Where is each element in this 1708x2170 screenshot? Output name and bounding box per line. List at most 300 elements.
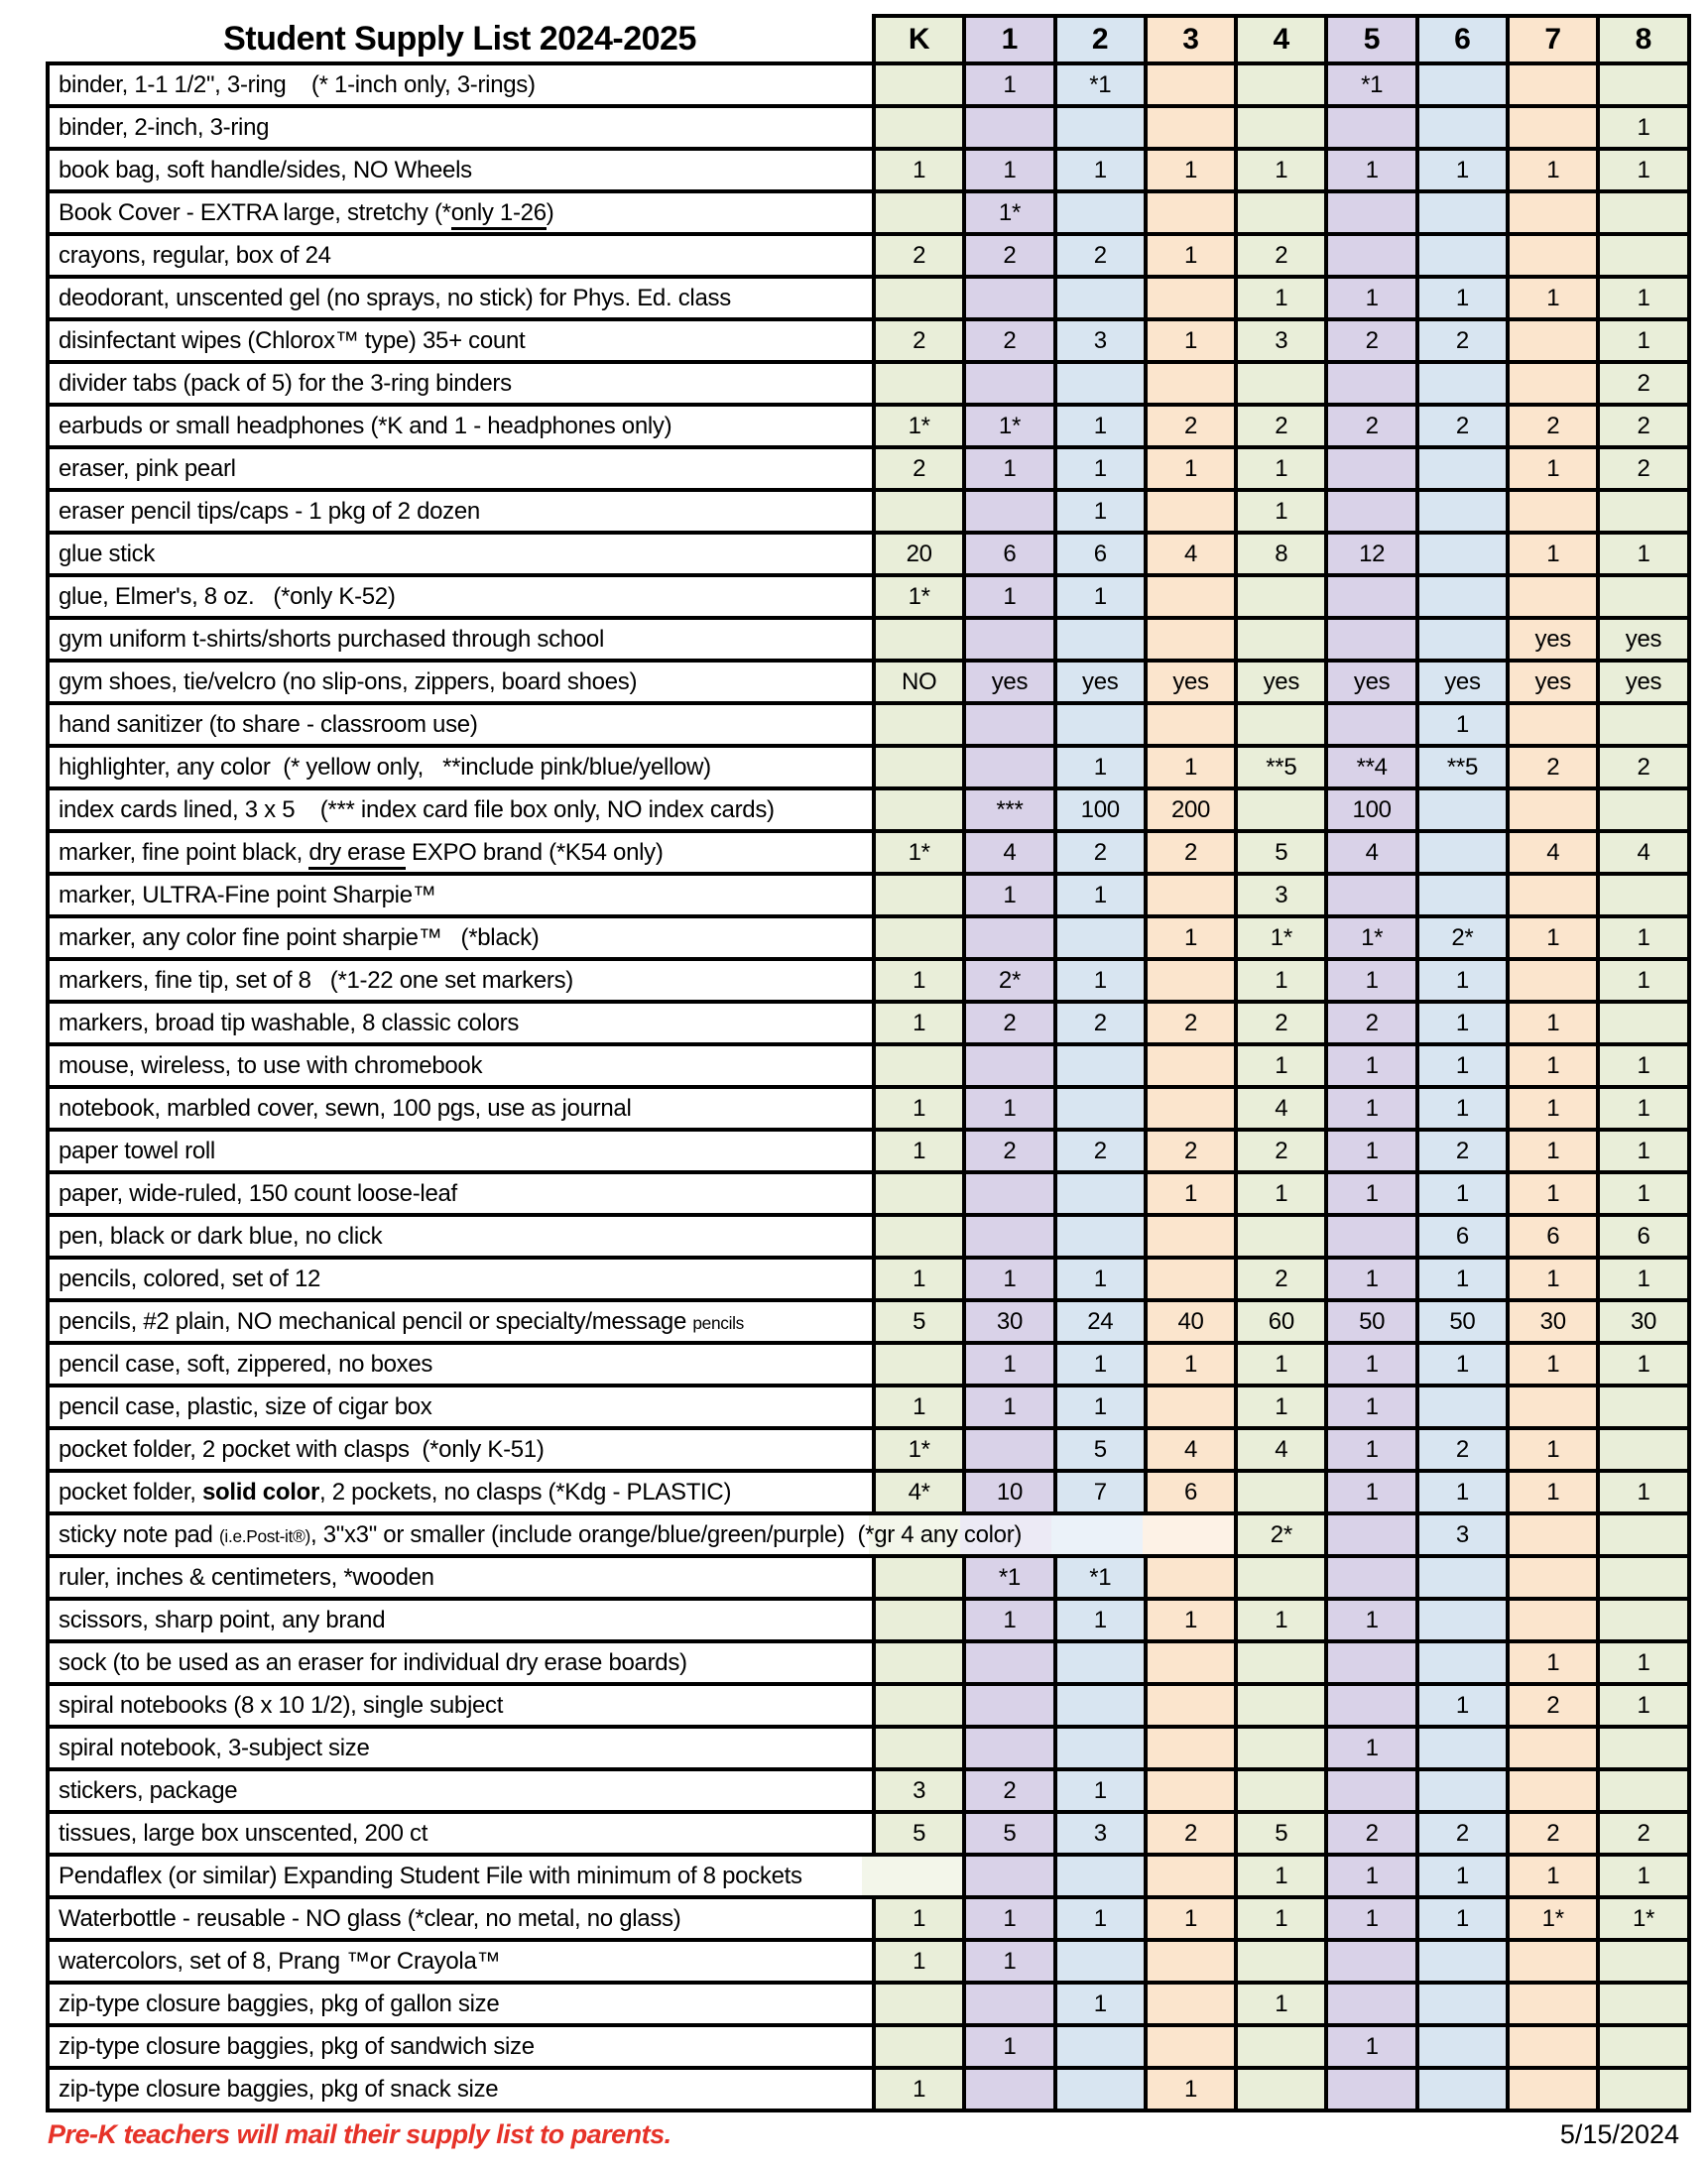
qty-grade-6: [1417, 788, 1508, 831]
qty-grade-1: 1: [964, 1599, 1054, 1641]
qty-grade-7: 1: [1508, 1087, 1598, 1130]
qty-grade-1: [964, 1044, 1054, 1087]
qty-grade-2: [1055, 2068, 1146, 2110]
qty-grade-8: [1598, 1556, 1688, 1599]
qty-grade-7: 1: [1508, 447, 1598, 490]
qty-grade-4: 3: [1236, 319, 1326, 362]
qty-grade-K: [874, 2025, 964, 2068]
item-label: deodorant, unscented gel (no sprays, no stick) for Phys. Ed. class: [48, 277, 874, 319]
qty-grade-7: [1508, 959, 1598, 1002]
qty-grade-5: [1326, 618, 1416, 661]
qty-grade-2: 3: [1055, 1812, 1146, 1855]
qty-grade-1: 1*: [964, 191, 1054, 234]
qty-grade-5: 1: [1326, 1897, 1416, 1940]
table-row: [48, 1983, 1689, 2025]
qty-grade-K: 1: [874, 1940, 964, 1983]
qty-grade-K: 1*: [874, 831, 964, 874]
qty-grade-2: *1: [1055, 63, 1146, 106]
qty-grade-2: 2: [1055, 234, 1146, 277]
qty-grade-5: 2: [1326, 319, 1416, 362]
qty-grade-6: [1417, 874, 1508, 916]
qty-grade-7: 6: [1508, 1215, 1598, 1258]
qty-grade-7: [1508, 575, 1598, 618]
qty-grade-2: [1055, 191, 1146, 234]
qty-grade-5: [1326, 1983, 1416, 2025]
qty-grade-6: 2: [1417, 319, 1508, 362]
qty-grade-K: 1: [874, 1002, 964, 1044]
table-row: [48, 1343, 1689, 1386]
qty-grade-6: 1: [1417, 277, 1508, 319]
qty-grade-4: [1236, 2025, 1326, 2068]
qty-grade-7: [1508, 2068, 1598, 2110]
qty-grade-7: 2: [1508, 405, 1598, 447]
qty-grade-K: [874, 1983, 964, 2025]
qty-grade-6: [1417, 533, 1508, 575]
qty-grade-8: 1: [1598, 277, 1688, 319]
qty-grade-5: *1: [1326, 63, 1416, 106]
qty-grade-2: 1: [1055, 1897, 1146, 1940]
qty-grade-7: [1508, 1940, 1598, 1983]
qty-grade-8: 6: [1598, 1215, 1688, 1258]
qty-grade-8: 2: [1598, 405, 1688, 447]
item-label: tissues, large box unscented, 200 ct: [48, 1812, 874, 1855]
qty-grade-6: [1417, 1769, 1508, 1812]
qty-grade-7: 2: [1508, 1684, 1598, 1727]
qty-grade-5: 1: [1326, 1343, 1416, 1386]
table-row: [48, 1513, 1689, 1556]
qty-grade-8: 1: [1598, 1641, 1688, 1684]
item-label: mouse, wireless, to use with chromebook: [48, 1044, 874, 1087]
qty-grade-8: [1598, 1727, 1688, 1769]
qty-grade-8: [1598, 1599, 1688, 1641]
qty-grade-K: 2: [874, 447, 964, 490]
qty-grade-8: [1598, 490, 1688, 533]
qty-grade-6: [1417, 490, 1508, 533]
qty-grade-4: **5: [1236, 746, 1326, 788]
qty-grade-4: [1236, 1641, 1326, 1684]
qty-grade-1: 30: [964, 1300, 1054, 1343]
qty-grade-4: 1: [1236, 490, 1326, 533]
qty-grade-3: 2: [1146, 831, 1236, 874]
qty-grade-4: [1236, 703, 1326, 746]
qty-grade-8: 30: [1598, 1300, 1688, 1343]
qty-grade-1: 2: [964, 319, 1054, 362]
item-label: spiral notebook, 3-subject size: [48, 1727, 874, 1769]
qty-grade-3: 1: [1146, 2068, 1236, 2110]
qty-grade-1: [964, 1727, 1054, 1769]
qty-grade-5: [1326, 1641, 1416, 1684]
qty-grade-4: [1236, 1940, 1326, 1983]
qty-grade-7: 1: [1508, 1002, 1598, 1044]
qty-grade-1: [964, 490, 1054, 533]
qty-grade-K: [874, 490, 964, 533]
qty-grade-4: 1: [1236, 1044, 1326, 1087]
qty-grade-4: 1: [1236, 277, 1326, 319]
qty-grade-K: [874, 277, 964, 319]
table-row: [48, 2025, 1689, 2068]
qty-grade-5: 1: [1326, 1087, 1416, 1130]
qty-grade-6: 6: [1417, 1215, 1508, 1258]
qty-grade-3: [1146, 1727, 1236, 1769]
qty-grade-8: [1598, 1386, 1688, 1428]
qty-grade-6: 1: [1417, 1087, 1508, 1130]
qty-grade-5: 1: [1326, 1258, 1416, 1300]
table-row: [48, 916, 1689, 959]
qty-grade-5: [1326, 490, 1416, 533]
qty-grade-2: [1055, 1044, 1146, 1087]
qty-grade-8: [1598, 1769, 1688, 1812]
qty-grade-6: yes: [1417, 661, 1508, 703]
qty-grade-2: [1055, 1215, 1146, 1258]
qty-grade-2: [1055, 1684, 1146, 1727]
qty-grade-3: [1146, 1087, 1236, 1130]
qty-grade-2: [1055, 2025, 1146, 2068]
item-label: stickers, package: [48, 1769, 874, 1812]
qty-grade-2: 1: [1055, 1769, 1146, 1812]
item-label: crayons, regular, box of 24: [48, 234, 874, 277]
qty-grade-8: [1598, 1940, 1688, 1983]
qty-grade-8: [1598, 63, 1688, 106]
qty-grade-8: [1598, 874, 1688, 916]
qty-grade-4: 3: [1236, 874, 1326, 916]
qty-grade-4: 5: [1236, 1812, 1326, 1855]
qty-grade-4: 1: [1236, 1386, 1326, 1428]
qty-grade-K: 1: [874, 1087, 964, 1130]
qty-grade-6: 2*: [1417, 916, 1508, 959]
qty-grade-6: [1417, 1940, 1508, 1983]
qty-grade-8: 1: [1598, 106, 1688, 149]
item-label: pencils, #2 plain, NO mechanical pencil or specialty/message pencils: [48, 1300, 874, 1343]
qty-grade-5: [1326, 191, 1416, 234]
qty-grade-7: [1508, 1769, 1598, 1812]
qty-grade-K: 3: [874, 1769, 964, 1812]
qty-grade-6: 50: [1417, 1300, 1508, 1343]
qty-grade-4: [1236, 106, 1326, 149]
qty-grade-8: 1: [1598, 1343, 1688, 1386]
item-label: markers, broad tip washable, 8 classic colors: [48, 1002, 874, 1044]
grade-header-6: 6: [1417, 16, 1508, 63]
qty-grade-1: [964, 1983, 1054, 2025]
qty-grade-3: [1146, 63, 1236, 106]
qty-grade-8: [1598, 2025, 1688, 2068]
qty-grade-2: 1: [1055, 575, 1146, 618]
qty-grade-4: 1: [1236, 1855, 1326, 1897]
qty-grade-7: [1508, 1386, 1598, 1428]
qty-grade-7: [1508, 362, 1598, 405]
item-label: marker, ULTRA-Fine point Sharpie™: [48, 874, 874, 916]
table-row: [48, 618, 1689, 661]
table-row: [48, 788, 1689, 831]
table-row: [48, 2068, 1689, 2110]
qty-grade-2: [1055, 277, 1146, 319]
qty-grade-8: 1: [1598, 1855, 1688, 1897]
qty-grade-8: [1598, 788, 1688, 831]
qty-grade-7: [1508, 106, 1598, 149]
qty-grade-K: [874, 1556, 964, 1599]
table-row: [48, 234, 1689, 277]
item-label: pocket folder, 2 pocket with clasps (*only K-51): [48, 1428, 874, 1471]
qty-grade-K: 2: [874, 234, 964, 277]
qty-grade-6: 1: [1417, 149, 1508, 191]
qty-grade-4: 2: [1236, 1258, 1326, 1300]
qty-grade-1: 1: [964, 149, 1054, 191]
item-label: sticky note pad (i.e.Post-it®), 3"x3" or smaller (include orange/blue/green/purple) (*gr 4 any color): [48, 1513, 1236, 1556]
qty-grade-8: 1: [1598, 1471, 1688, 1513]
qty-grade-2: [1055, 362, 1146, 405]
item-label: ruler, inches & centimeters, *wooden: [48, 1556, 874, 1599]
item-label: spiral notebooks (8 x 10 1/2), single subject: [48, 1684, 874, 1727]
qty-grade-4: 1: [1236, 959, 1326, 1002]
qty-grade-2: 1: [1055, 1258, 1146, 1300]
grade-header-2: 2: [1055, 16, 1146, 63]
qty-grade-6: 1: [1417, 1897, 1508, 1940]
qty-grade-8: [1598, 575, 1688, 618]
item-label: book bag, soft handle/sides, NO Wheels: [48, 149, 874, 191]
qty-grade-3: 1: [1146, 319, 1236, 362]
qty-grade-3: [1146, 1684, 1236, 1727]
qty-grade-5: [1326, 106, 1416, 149]
table-row: [48, 1087, 1689, 1130]
table-row: [48, 405, 1689, 447]
qty-grade-7: 1: [1508, 916, 1598, 959]
qty-grade-1: 1: [964, 1087, 1054, 1130]
qty-grade-5: 1: [1326, 1044, 1416, 1087]
qty-grade-3: 1: [1146, 1897, 1236, 1940]
table-row: [48, 1172, 1689, 1215]
qty-grade-K: [874, 1215, 964, 1258]
qty-grade-K: [874, 1044, 964, 1087]
qty-grade-5: 1: [1326, 1599, 1416, 1641]
qty-grade-8: 1: [1598, 916, 1688, 959]
qty-grade-5: 1: [1326, 959, 1416, 1002]
qty-grade-3: 2: [1146, 1812, 1236, 1855]
qty-grade-K: 1*: [874, 575, 964, 618]
qty-grade-6: 2: [1417, 405, 1508, 447]
header-row: [48, 16, 1689, 63]
qty-grade-6: [1417, 831, 1508, 874]
qty-grade-3: [1146, 1386, 1236, 1428]
qty-grade-8: [1598, 1428, 1688, 1471]
table-row: [48, 149, 1689, 191]
qty-grade-2: [1055, 703, 1146, 746]
qty-grade-2: [1055, 1855, 1146, 1897]
qty-grade-3: 1: [1146, 1343, 1236, 1386]
qty-grade-K: [874, 1599, 964, 1641]
qty-grade-7: [1508, 191, 1598, 234]
qty-grade-3: [1146, 191, 1236, 234]
qty-grade-1: 1: [964, 1940, 1054, 1983]
qty-grade-5: 2: [1326, 1002, 1416, 1044]
qty-grade-K: [874, 1343, 964, 1386]
qty-grade-8: 1: [1598, 1044, 1688, 1087]
qty-grade-1: [964, 106, 1054, 149]
qty-grade-3: [1146, 959, 1236, 1002]
qty-grade-8: 1*: [1598, 1897, 1688, 1940]
qty-grade-8: [1598, 1513, 1688, 1556]
qty-grade-3: 1: [1146, 447, 1236, 490]
qty-grade-6: 1: [1417, 1855, 1508, 1897]
qty-grade-8: 1: [1598, 533, 1688, 575]
qty-grade-4: 1: [1236, 447, 1326, 490]
qty-grade-8: 1: [1598, 1130, 1688, 1172]
qty-grade-1: 4: [964, 831, 1054, 874]
item-label: zip-type closure baggies, pkg of snack size: [48, 2068, 874, 2110]
item-label: marker, any color fine point sharpie™ (*black): [48, 916, 874, 959]
qty-grade-1: 1: [964, 447, 1054, 490]
table-row: [48, 703, 1689, 746]
item-label: eraser, pink pearl: [48, 447, 874, 490]
item-label: marker, fine point black, dry erase EXPO brand (*K54 only): [48, 831, 874, 874]
qty-grade-2: 3: [1055, 319, 1146, 362]
qty-grade-3: 1: [1146, 916, 1236, 959]
qty-grade-3: 40: [1146, 1300, 1236, 1343]
qty-grade-K: 1: [874, 149, 964, 191]
qty-grade-5: [1326, 234, 1416, 277]
qty-grade-6: [1417, 447, 1508, 490]
qty-grade-1: [964, 1684, 1054, 1727]
qty-grade-4: 1: [1236, 1599, 1326, 1641]
qty-grade-6: [1417, 618, 1508, 661]
item-label: sock (to be used as an eraser for individual dry erase boards): [48, 1641, 874, 1684]
grade-header-8: 8: [1598, 16, 1688, 63]
qty-grade-6: 1: [1417, 1172, 1508, 1215]
qty-grade-1: [964, 746, 1054, 788]
qty-grade-1: ***: [964, 788, 1054, 831]
qty-grade-4: [1236, 2068, 1326, 2110]
item-label: glue stick: [48, 533, 874, 575]
item-label: pencil case, soft, zippered, no boxes: [48, 1343, 874, 1386]
table-row: [48, 1471, 1689, 1513]
qty-grade-7: 1: [1508, 533, 1598, 575]
qty-grade-1: 1: [964, 2025, 1054, 2068]
item-label: divider tabs (pack of 5) for the 3-ring binders: [48, 362, 874, 405]
qty-grade-2: 2: [1055, 1002, 1146, 1044]
qty-grade-5: yes: [1326, 661, 1416, 703]
qty-grade-K: [874, 874, 964, 916]
table-row: [48, 1300, 1689, 1343]
qty-grade-7: 1: [1508, 1855, 1598, 1897]
qty-grade-4: 2: [1236, 234, 1326, 277]
qty-grade-3: [1146, 1556, 1236, 1599]
qty-grade-2: 24: [1055, 1300, 1146, 1343]
qty-grade-3: [1146, 1983, 1236, 2025]
qty-grade-2: [1055, 106, 1146, 149]
qty-grade-K: [874, 191, 964, 234]
grade-header-7: 7: [1508, 16, 1598, 63]
qty-grade-2: 2: [1055, 1130, 1146, 1172]
qty-grade-6: [1417, 234, 1508, 277]
qty-grade-5: [1326, 874, 1416, 916]
qty-grade-4: 2: [1236, 1002, 1326, 1044]
qty-grade-4: [1236, 618, 1326, 661]
qty-grade-K: 4*: [874, 1471, 964, 1513]
qty-grade-7: 1: [1508, 1343, 1598, 1386]
qty-grade-1: 2: [964, 1130, 1054, 1172]
table-row: [48, 362, 1689, 405]
qty-grade-K: 1: [874, 959, 964, 1002]
qty-grade-1: 1: [964, 874, 1054, 916]
qty-grade-7: 4: [1508, 831, 1598, 874]
qty-grade-8: [1598, 234, 1688, 277]
qty-grade-5: 1: [1326, 1471, 1416, 1513]
qty-grade-1: [964, 1855, 1054, 1897]
qty-grade-4: yes: [1236, 661, 1326, 703]
qty-grade-7: 2: [1508, 1812, 1598, 1855]
qty-grade-K: [874, 746, 964, 788]
qty-grade-K: [874, 1727, 964, 1769]
qty-grade-4: 1: [1236, 1983, 1326, 2025]
qty-grade-K: 1*: [874, 1428, 964, 1471]
item-label: markers, fine tip, set of 8 (*1-22 one set markers): [48, 959, 874, 1002]
qty-grade-8: [1598, 2068, 1688, 2110]
qty-grade-7: 1: [1508, 149, 1598, 191]
qty-grade-3: [1146, 2025, 1236, 2068]
qty-grade-2: 2: [1055, 831, 1146, 874]
item-label: glue, Elmer's, 8 oz. (*only K-52): [48, 575, 874, 618]
item-label: paper towel roll: [48, 1130, 874, 1172]
qty-grade-2: yes: [1055, 661, 1146, 703]
qty-grade-5: 2: [1326, 1812, 1416, 1855]
qty-grade-2: 100: [1055, 788, 1146, 831]
qty-grade-4: 4: [1236, 1428, 1326, 1471]
item-label: notebook, marbled cover, sewn, 100 pgs, use as journal: [48, 1087, 874, 1130]
qty-grade-5: [1326, 703, 1416, 746]
qty-grade-3: [1146, 1215, 1236, 1258]
qty-grade-4: 2: [1236, 405, 1326, 447]
qty-grade-4: 1*: [1236, 916, 1326, 959]
item-label: Pendaflex (or similar) Expanding Student File with minimum of 8 pockets: [48, 1855, 964, 1897]
qty-grade-K: [874, 1172, 964, 1215]
qty-grade-4: 1: [1236, 1343, 1326, 1386]
item-label: pocket folder, solid color, 2 pockets, no clasps (*Kdg - PLASTIC): [48, 1471, 874, 1513]
qty-grade-5: [1326, 575, 1416, 618]
qty-grade-6: 1: [1417, 959, 1508, 1002]
qty-grade-K: [874, 63, 964, 106]
qty-grade-3: 2: [1146, 405, 1236, 447]
qty-grade-K: 20: [874, 533, 964, 575]
qty-grade-3: 2: [1146, 1002, 1236, 1044]
qty-grade-2: [1055, 1641, 1146, 1684]
qty-grade-5: 50: [1326, 1300, 1416, 1343]
qty-grade-1: 1: [964, 1343, 1054, 1386]
qty-grade-3: 6: [1146, 1471, 1236, 1513]
qty-grade-6: 1: [1417, 1343, 1508, 1386]
qty-grade-K: 1: [874, 1897, 964, 1940]
qty-grade-5: 1: [1326, 1386, 1416, 1428]
qty-grade-3: 2: [1146, 1130, 1236, 1172]
table-row: [48, 959, 1689, 1002]
qty-grade-4: [1236, 575, 1326, 618]
qty-grade-K: [874, 703, 964, 746]
table-row: [48, 746, 1689, 788]
table-row: [48, 1130, 1689, 1172]
table-row: [48, 447, 1689, 490]
qty-grade-4: 2*: [1236, 1513, 1326, 1556]
qty-grade-3: [1146, 1641, 1236, 1684]
qty-grade-5: [1326, 1684, 1416, 1727]
qty-grade-1: 2: [964, 234, 1054, 277]
qty-grade-5: 4: [1326, 831, 1416, 874]
item-label: binder, 2-inch, 3-ring: [48, 106, 874, 149]
qty-grade-1: [964, 2068, 1054, 2110]
table-row: [48, 490, 1689, 533]
qty-grade-6: [1417, 106, 1508, 149]
qty-grade-6: 3: [1417, 1513, 1508, 1556]
qty-grade-7: yes: [1508, 618, 1598, 661]
table-row: [48, 1556, 1689, 1599]
table-row: [48, 191, 1689, 234]
qty-grade-5: 1: [1326, 2025, 1416, 2068]
